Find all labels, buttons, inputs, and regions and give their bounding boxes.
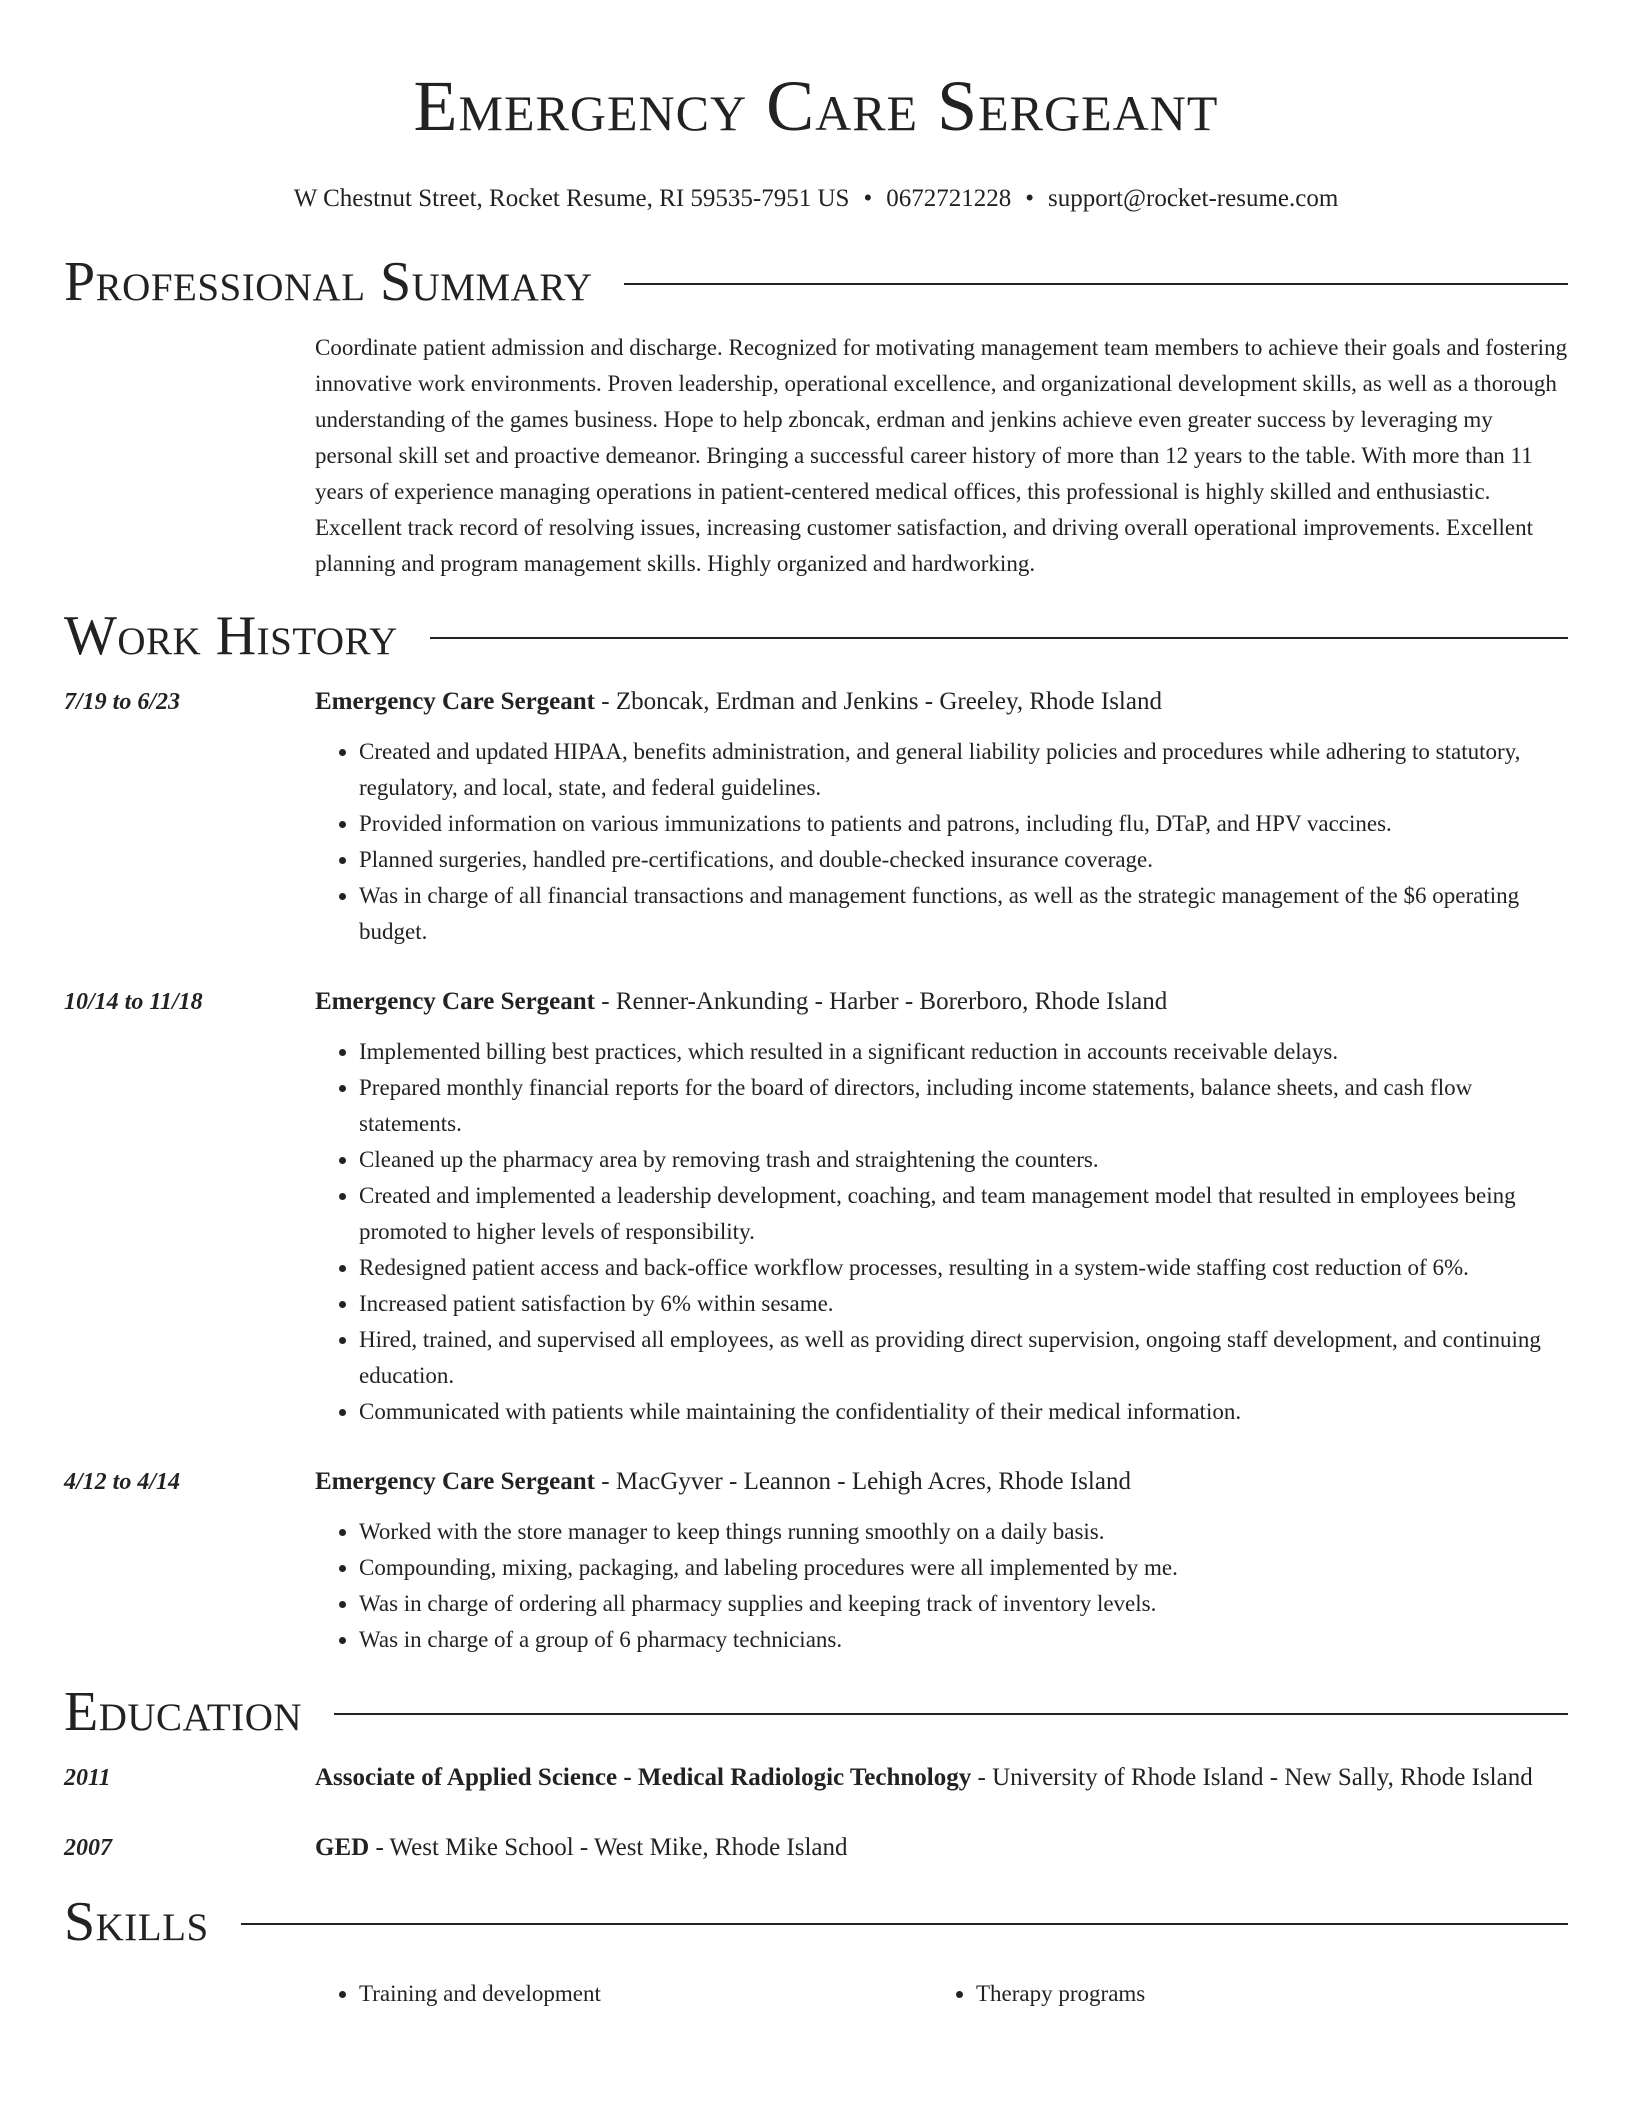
section-divider <box>334 1713 1568 1715</box>
job-bullet: • Communicated with patients while maintaining the confidentiality of their medical information. <box>359 1394 1568 1430</box>
education-entry <box>64 1758 1568 1798</box>
job-employer: - Renner-Ankunding - Harber - Borerboro, Rhode Island <box>595 988 1168 1015</box>
contact-line <box>64 184 1568 214</box>
resume-page <box>64 0 1568 2012</box>
work-heading: Work History <box>64 605 398 667</box>
education-degree: Associate of Applied Science - Medical Radiologic Technology <box>315 1764 972 1791</box>
job-entry <box>64 1462 1568 1658</box>
job-bullet: • Was in charge of all financial transactions and management functions, as well as the strategic management of the $6 operating budget. <box>359 878 1568 950</box>
skills-column-left <box>315 1976 932 2012</box>
contact-address: W Chestnut Street, Rocket Resume, RI 59535-7951 US <box>293 185 850 212</box>
job-bullet: • Was in charge of a group of 6 pharmacy technicians. <box>359 1622 1568 1658</box>
skills-section-header <box>64 1890 1568 1954</box>
education-line <box>315 1828 1568 1868</box>
job-bullet: • Planned surgeries, handled pre-certifications, and double-checked insurance coverage. <box>359 842 1568 878</box>
job-title: Emergency Care Sergeant <box>315 1468 596 1495</box>
job-bullet: • Increased patient satisfaction by 6% within sesame. <box>359 1286 1568 1322</box>
skill-item: • Training and development <box>359 1976 932 2012</box>
job-entry <box>64 682 1568 950</box>
skills-grid <box>315 1976 1568 2012</box>
job-bullets <box>315 734 1568 950</box>
job-title: Emergency Care Sergeant <box>315 988 596 1015</box>
job-bullet: • Prepared monthly financial reports for the board of directors, including income statements, balance sheets, and cash flow statements. <box>359 1070 1568 1142</box>
job-title-line <box>315 1462 1568 1502</box>
work-section-header <box>64 604 1568 668</box>
contact-separator: • <box>863 185 873 212</box>
job-bullet: • Worked with the store manager to keep things running smoothly on a daily basis. <box>359 1514 1568 1550</box>
section-divider <box>430 637 1568 639</box>
job-title-line <box>315 982 1568 1022</box>
skills-column-right <box>932 1976 1549 2012</box>
job-bullet: • Cleaned up the pharmacy area by removing trash and straightening the counters. <box>359 1142 1568 1178</box>
job-entry <box>64 982 1568 1430</box>
contact-email: support@rocket-resume.com <box>1047 185 1339 212</box>
job-bullets <box>315 1034 1568 1430</box>
resume-name: Emergency Care Sergeant <box>413 66 1219 146</box>
education-date: 2011 <box>64 1765 111 1791</box>
job-date: 4/12 to 4/14 <box>64 1469 181 1495</box>
skills-heading: Skills <box>64 1891 209 1953</box>
job-bullet: • Hired, trained, and supervised all employees, as well as providing direct supervision, ongoing staff development, and continuing education. <box>359 1322 1568 1394</box>
summary-heading: Professional Summary <box>64 251 593 313</box>
education-entry <box>64 1828 1568 1868</box>
contact-separator: • <box>1025 185 1034 212</box>
job-date: 7/19 to 6/23 <box>64 689 181 715</box>
job-bullet: • Created and implemented a leadership development, coaching, and team management model that resulted in employees being promoted to higher levels of responsibility. <box>359 1178 1568 1250</box>
education-section-header <box>64 1680 1568 1744</box>
summary-section-header <box>64 250 1568 314</box>
job-employer: - Zboncak, Erdman and Jenkins - Greeley, Rhode Island <box>595 688 1162 715</box>
education-heading: Education <box>64 1681 303 1743</box>
section-divider <box>624 283 1568 285</box>
education-date: 2007 <box>64 1835 112 1861</box>
job-title-line <box>315 682 1568 722</box>
education-school: - University of Rhode Island - New Sally, Rhode Island <box>971 1764 1533 1791</box>
job-date: 10/14 to 11/18 <box>64 989 203 1015</box>
skill-item: • Therapy programs <box>976 1976 1549 2012</box>
summary-text: Coordinate patient admission and discharge. Recognized for motivating management team members to achieve their goals and fostering innovative work environments. Proven leadership, operational excellence, and organizational development skills, as well as a thorough understanding of the games business. Hope to help zboncak, erdman and jenkins achieve even greater success by leveraging my personal skill set and proactive demeanor. Bringing a successful career history of more than 12 years to the table. With more than 11 years of experience managing operations in patient-centered medical offices, this professional is highly skilled and enthusiastic. Excellent track record of resolving issues, increasing customer satisfaction, and driving overall operational improvements. Excellent planning and program management skills. Highly organized and hardworking. <box>315 335 1568 576</box>
job-bullet: • Was in charge of ordering all pharmacy supplies and keeping track of inventory levels. <box>359 1586 1568 1622</box>
job-bullet: • Implemented billing best practices, which resulted in a significant reduction in accounts receivable delays. <box>359 1034 1568 1070</box>
job-bullet: • Created and updated HIPAA, benefits administration, and general liability policies and procedures while adhering to statutory, regulatory, and local, state, and federal guidelines. <box>359 734 1568 806</box>
job-bullet: • Provided information on various immunizations to patients and patrons, including flu, DTaP, and HPV vaccines. <box>359 806 1568 842</box>
contact-phone: 0672721228 <box>886 185 1012 212</box>
job-employer: - MacGyver - Leannon - Lehigh Acres, Rhode Island <box>595 1468 1131 1495</box>
job-bullet: • Redesigned patient access and back-office workflow processes, resulting in a system-wide staffing cost reduction of 6%. <box>359 1250 1568 1286</box>
section-divider <box>241 1923 1568 1925</box>
education-school: - West Mike School - West Mike, Rhode Island <box>369 1834 848 1861</box>
job-title: Emergency Care Sergeant <box>315 688 596 715</box>
education-line <box>315 1758 1568 1798</box>
job-bullets <box>315 1514 1568 1658</box>
job-bullet: • Compounding, mixing, packaging, and labeling procedures were all implemented by me. <box>359 1550 1568 1586</box>
education-degree: GED <box>315 1834 370 1861</box>
